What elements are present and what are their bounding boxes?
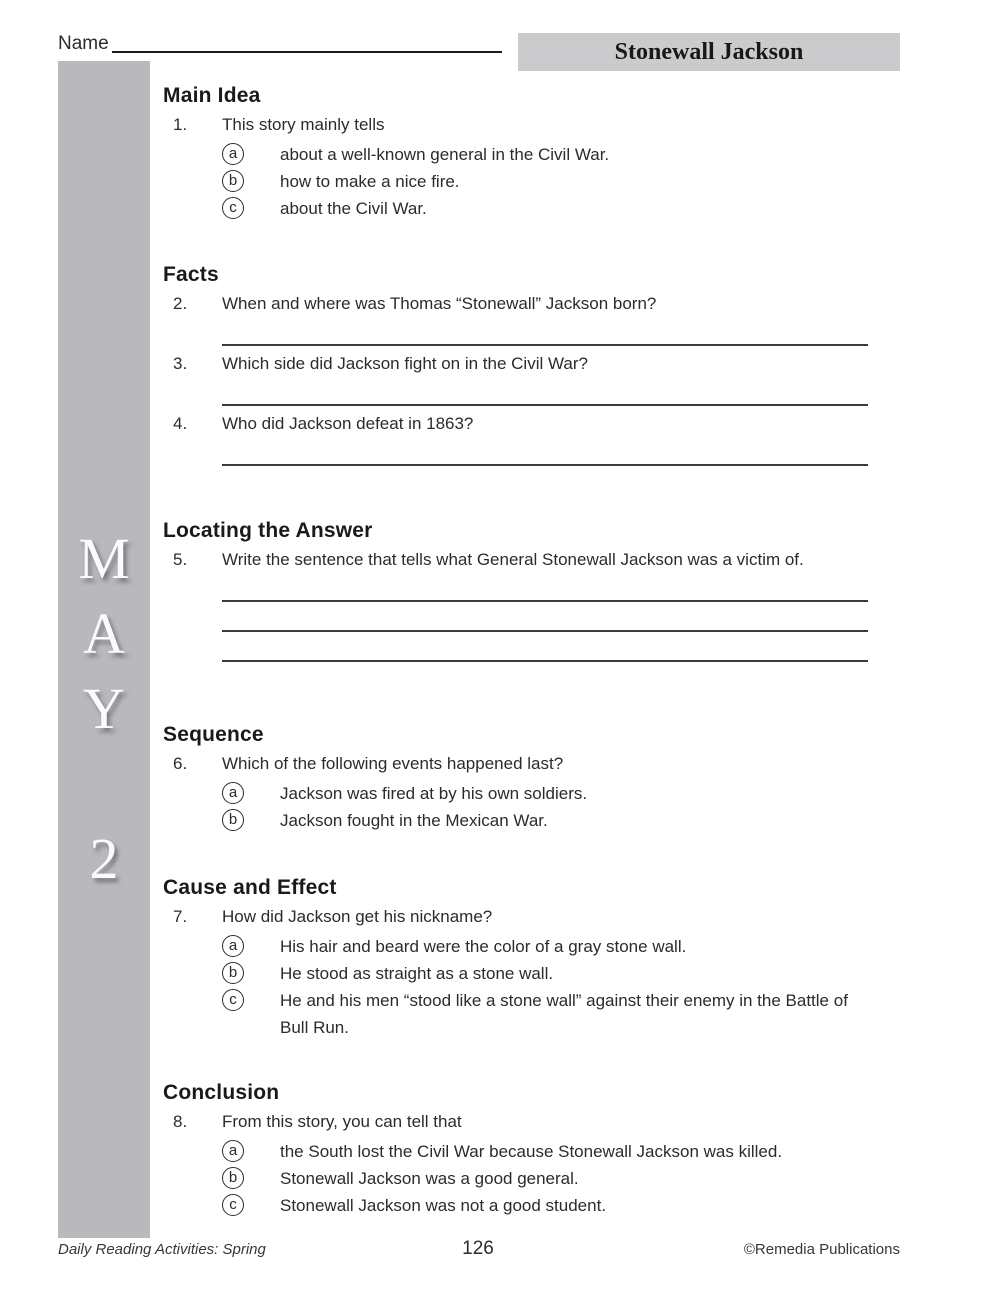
sidebar-number: 2 [89, 826, 119, 891]
choices-q6 [163, 780, 873, 834]
choice-text: about the Civil War. [280, 199, 427, 218]
question-8 [163, 1112, 873, 1132]
section-heading: Sequence [163, 723, 264, 746]
question-6 [163, 754, 873, 774]
question-number: 5. [173, 550, 188, 569]
choice-letter-circle[interactable]: a [222, 782, 244, 804]
question-3 [163, 354, 873, 374]
choice-8c[interactable] [163, 1192, 873, 1219]
answer-blank-line[interactable] [222, 404, 868, 406]
answer-blank-line[interactable] [222, 344, 868, 346]
question-text: Write the sentence that tells what General Stonewall Jackson was a victim of. [222, 550, 804, 569]
question-text: Which side did Jackson fight on in the Civil War? [222, 354, 588, 373]
sidebar-letter-a: A [83, 601, 125, 666]
question-2 [163, 294, 873, 314]
answer-blank-line[interactable] [222, 660, 868, 662]
choice-8b[interactable] [163, 1165, 873, 1192]
choice-letter-circle[interactable]: a [222, 935, 244, 957]
choice-text: about a well-known general in the Civil War. [280, 145, 610, 164]
choice-6b[interactable] [163, 807, 873, 834]
choice-text: He and his men “stood like a stone wall” against their enemy in the Battle of Bull Run. [280, 991, 848, 1037]
choice-letter-circle[interactable]: a [222, 143, 244, 165]
section-cause-and-effect [163, 876, 873, 1041]
choice-text: Jackson was fired at by his own soldiers. [280, 784, 588, 803]
question-5 [163, 550, 873, 570]
question-1 [163, 115, 873, 135]
choice-text: Jackson fought in the Mexican War. [280, 811, 548, 830]
question-text: Which of the following events happened last? [222, 754, 564, 773]
choice-text: the South lost the Civil War because Stonewall Jackson was killed. [280, 1142, 783, 1161]
sidebar-letter-y: Y [83, 676, 125, 741]
choice-text: Stonewall Jackson was not a good student. [280, 1196, 607, 1215]
choice-letter-circle[interactable]: b [222, 962, 244, 984]
choice-text: how to make a nice fire. [280, 172, 460, 191]
question-number: 3. [173, 354, 188, 373]
choice-text: He stood as straight as a stone wall. [280, 964, 554, 983]
name-label: Name [58, 33, 109, 54]
section-heading: Locating the Answer [163, 519, 373, 542]
choice-7c[interactable] [163, 987, 873, 1041]
sidebar-letter-m: M [78, 526, 130, 591]
question-text: From this story, you can tell that [222, 1112, 462, 1131]
footer-publisher: ©Remedia Publications [743, 1241, 900, 1258]
question-number: 7. [173, 907, 188, 926]
choice-1c[interactable] [163, 195, 873, 222]
section-conclusion [163, 1081, 873, 1219]
question-text: How did Jackson get his nickname? [222, 907, 493, 926]
page-title: Stonewall Jackson [614, 38, 804, 65]
answer-blank-line[interactable] [222, 600, 868, 602]
choice-letter-circle[interactable]: b [222, 170, 244, 192]
choice-text: Stonewall Jackson was a good general. [280, 1169, 579, 1188]
choice-letter-circle[interactable]: b [222, 809, 244, 831]
answer-blank-line[interactable] [222, 464, 868, 466]
choice-letter-circle[interactable]: c [222, 197, 244, 219]
question-7 [163, 907, 873, 927]
question-text: This story mainly tells [222, 115, 385, 134]
section-heading: Conclusion [163, 1081, 280, 1104]
question-text: When and where was Thomas “Stonewall” Jackson born? [222, 294, 657, 313]
choices-q8 [163, 1138, 873, 1219]
choice-text: His hair and beard were the color of a gray stone wall. [280, 937, 687, 956]
choice-7a[interactable] [163, 933, 873, 960]
choice-8a[interactable] [163, 1138, 873, 1165]
footer-page-number: 126 [462, 1238, 494, 1259]
question-number: 1. [173, 115, 188, 134]
section-facts [163, 263, 873, 466]
question-text: Who did Jackson defeat in 1863? [222, 414, 474, 433]
name-blank-line[interactable] [112, 20, 502, 53]
choice-1a[interactable] [163, 141, 873, 168]
section-main-idea [163, 84, 873, 222]
footer-book-title: Daily Reading Activities: Spring [58, 1241, 266, 1258]
choice-letter-circle[interactable]: b [222, 1167, 244, 1189]
answer-blank-line[interactable] [222, 630, 868, 632]
month-sidebar [58, 61, 150, 1238]
choice-letter-circle[interactable]: c [222, 1194, 244, 1216]
choice-6a[interactable] [163, 780, 873, 807]
choice-7b[interactable] [163, 960, 873, 987]
section-heading: Cause and Effect [163, 876, 337, 899]
section-heading: Main Idea [163, 84, 261, 107]
section-sequence [163, 723, 873, 834]
section-locating-the-answer [163, 519, 873, 662]
choices-q1 [163, 141, 873, 222]
choice-letter-circle[interactable]: a [222, 1140, 244, 1162]
question-number: 4. [173, 414, 188, 433]
question-number: 2. [173, 294, 188, 313]
choice-letter-circle[interactable]: c [222, 989, 244, 1011]
section-heading: Facts [163, 263, 219, 286]
choice-1b[interactable] [163, 168, 873, 195]
title-banner [518, 33, 900, 71]
question-number: 8. [173, 1112, 188, 1131]
question-number: 6. [173, 754, 188, 773]
question-4 [163, 414, 873, 434]
choices-q7 [163, 933, 873, 1041]
